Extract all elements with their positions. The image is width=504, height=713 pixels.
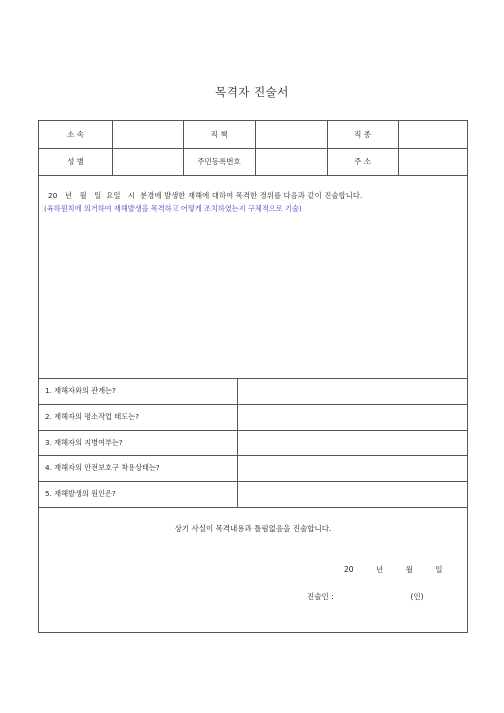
question-cause: 5. 재해발생의 원인은?: [45, 489, 116, 498]
date-year-label: 년: [375, 565, 384, 574]
affiliation-label: 소 속: [67, 130, 84, 139]
signer-label: 진술인 :: [307, 592, 334, 601]
address-label: 주 소: [354, 157, 371, 166]
date-month-label: 월: [405, 565, 413, 574]
name-field[interactable]: [112, 148, 183, 175]
row-divider: [39, 175, 467, 176]
answer-field[interactable]: [238, 482, 467, 507]
job-type-field[interactable]: [398, 121, 467, 148]
answer-field[interactable]: [238, 456, 467, 481]
statement-form: [38, 120, 468, 633]
resident-id-field[interactable]: [255, 148, 327, 175]
date-day-label: 일: [435, 565, 443, 574]
statement-guide: (육하원칙에 의거하여 재해발생을 목격하고 어떻게 조치하였는지 구체적으로 기술): [44, 204, 302, 213]
position-label: 직 책: [210, 130, 228, 139]
question-relationship: 1. 재해자와의 관계는?: [45, 386, 116, 395]
question-protective-gear: 4. 재해자의 안전보호구 착용상태는?: [45, 463, 160, 472]
affiliation-field[interactable]: [112, 121, 183, 148]
question-illness: 3. 재해자의 지병여부는?: [45, 437, 123, 447]
statement-text-area[interactable]: [39, 217, 467, 375]
statement-line: 20 년 월 일 요일 시 분경에 발생한 재해에 대하여 목격한 경위를 다음과 같이 진술합니다.: [48, 191, 363, 200]
answer-field[interactable]: [238, 405, 467, 430]
date-year-prefix: 20: [344, 565, 354, 574]
position-field[interactable]: [255, 121, 327, 148]
signature-line: [307, 591, 424, 602]
row-divider: [39, 507, 467, 508]
answer-field[interactable]: [238, 431, 467, 455]
name-label: 성 별: [67, 157, 84, 166]
address-field[interactable]: [398, 148, 467, 175]
document-title: 목격자 진술서: [215, 85, 289, 99]
answer-field[interactable]: [238, 379, 467, 404]
question-work-attitude: 2. 재해자의 평소작업 태도는?: [45, 412, 139, 421]
confirmation-text: 상기 사실이 목격내용과 틀림없음을 진술합니다.: [174, 524, 332, 533]
job-type-label: 직 종: [354, 130, 371, 139]
signature-date: [344, 564, 442, 575]
seal-mark: (인): [410, 592, 424, 601]
resident-id-label: 주민등록번호: [197, 157, 241, 166]
